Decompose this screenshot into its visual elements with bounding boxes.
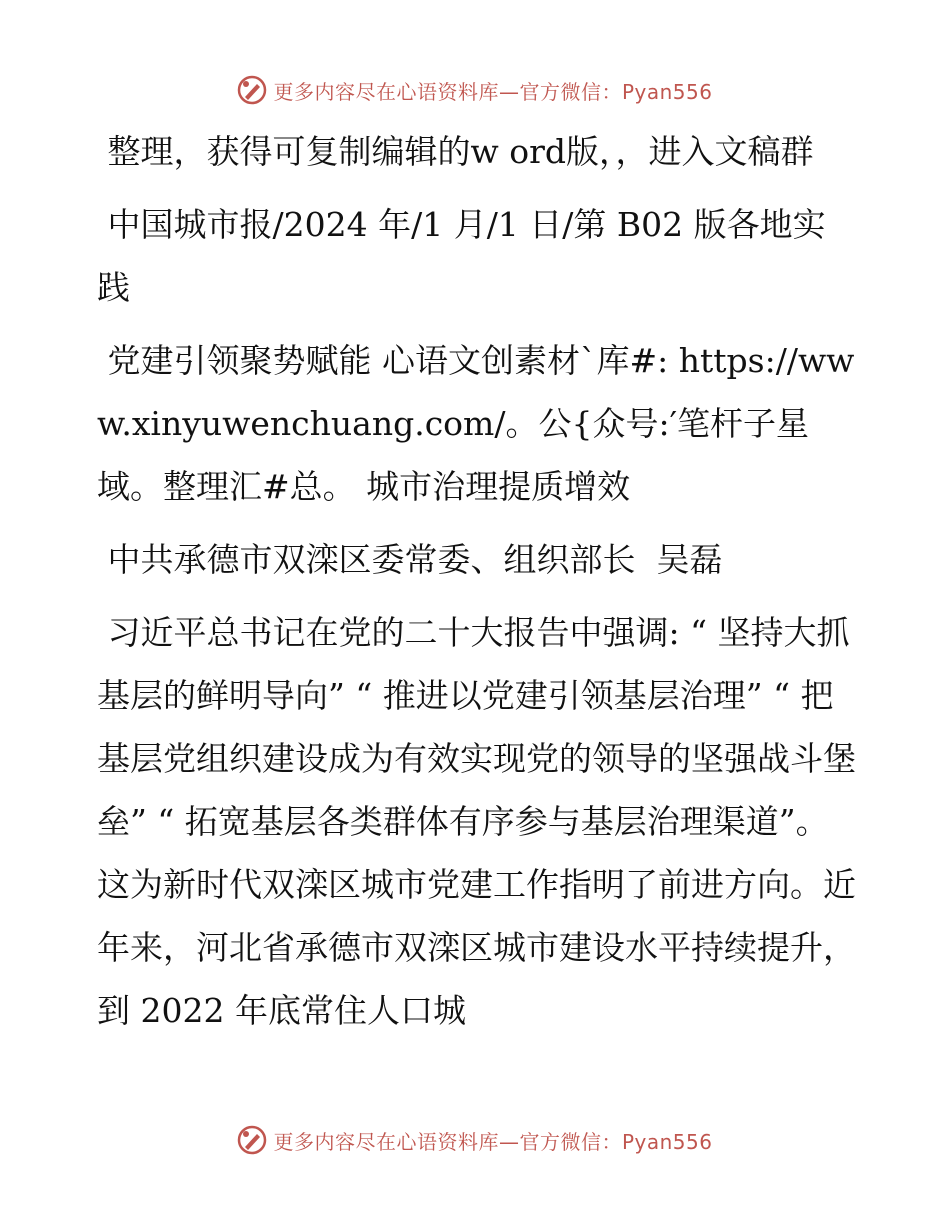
footer-watermark-banner (0, 1120, 950, 1160)
watermark-text: 更多内容尽在心语资料库—官方微信：Pyan556 (273, 1129, 713, 1154)
paragraph-intro: 整理，获得可复制编辑的w ord版，，进入文稿群 (97, 132, 814, 171)
paragraph-title: 党建引领聚势赋能 心语文创素材`库#: https://www.xinyuwenchuang.com/。公{众号:′笔杆子星域。整理汇#总。 城市治理提质增效 (97, 341, 855, 506)
paragraph-body: 习近平总书记在党的二十大报告中强调: “ 坚持大抓基层的鲜明导向” “ 推进以党建引领基层治理” “ 把基层党组织建设成为有效实现党的领导的坚强战斗堡垒” “ 拓宽基层各类群体有序参与基层治理渠道”。这为新时代双滦区城市党建工作指明了前进方向。近年来，河北省承德市双滦区城市建设水平持续提升， 到 2022 年底常住人口城 (97, 613, 867, 1030)
paragraph-author: 中共承德市双滦区委常委、组织部长 吴磊 (97, 540, 723, 579)
document-body (97, 120, 867, 1042)
paragraph-source: 中国城市报/2024 年/1 月/1 日/第 B02 版各地实践 (97, 205, 826, 307)
watermark-text: 更多内容尽在心语资料库—官方微信：Pyan556 (273, 79, 713, 104)
pen-logo-icon (237, 1125, 267, 1155)
header-watermark-banner (0, 70, 950, 110)
pen-logo-icon (237, 75, 267, 105)
